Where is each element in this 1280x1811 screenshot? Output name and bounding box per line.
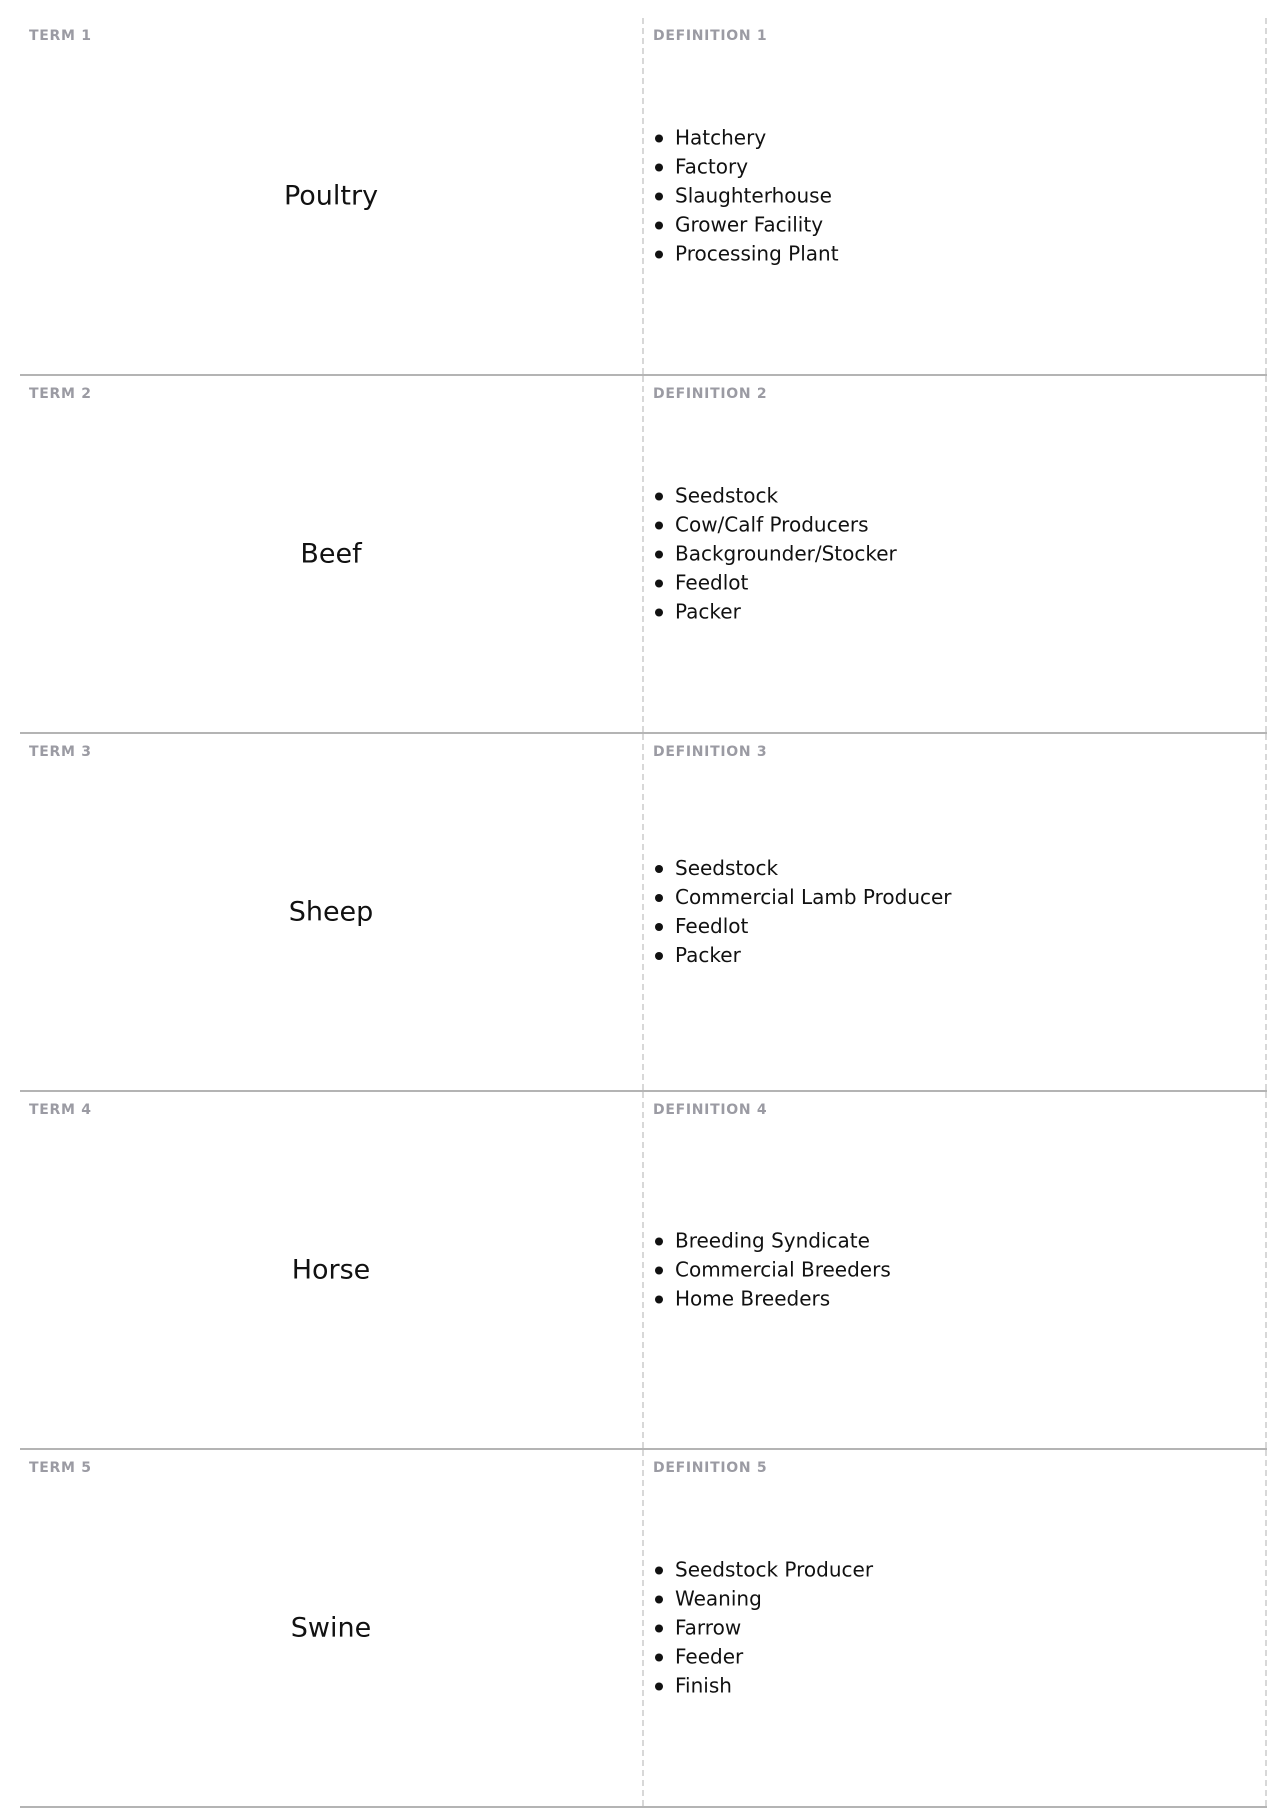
term-label: TERM 5 <box>29 1460 92 1476</box>
term-text: Sheep <box>288 896 374 928</box>
definition-item: Packer <box>653 941 1255 970</box>
definition-item: Hatchery <box>653 124 1255 153</box>
definition-item: Factory <box>653 153 1255 182</box>
definition-item: Seedstock <box>653 482 1255 511</box>
definition-item: Feeder <box>653 1643 1255 1672</box>
definition-item: Backgrounder/Stocker <box>653 540 1255 569</box>
definition-item: Feedlot <box>653 912 1255 941</box>
definition-cell-5 <box>644 1450 1267 1806</box>
definition-cell-4 <box>644 1092 1267 1448</box>
term-cell-3 <box>20 734 644 1090</box>
flashcard-4 <box>20 1092 1267 1450</box>
term-label: TERM 1 <box>29 28 92 44</box>
definition-label: DEFINITION 3 <box>653 744 768 760</box>
definition-item: Grower Facility <box>653 211 1255 240</box>
definition-item: Commercial Lamb Producer <box>653 883 1255 912</box>
definition-list <box>653 1556 1255 1701</box>
definition-list <box>653 854 1255 970</box>
definition-item: Seedstock <box>653 854 1255 883</box>
definition-item: Seedstock Producer <box>653 1556 1255 1585</box>
definition-item: Feedlot <box>653 569 1255 598</box>
term-cell-4 <box>20 1092 644 1448</box>
term-label: TERM 2 <box>29 386 92 402</box>
definition-cell-3 <box>644 734 1267 1090</box>
definition-label: DEFINITION 2 <box>653 386 768 402</box>
flashcard-5 <box>20 1450 1267 1808</box>
definition-item: Cow/Calf Producers <box>653 511 1255 540</box>
term-text: Swine <box>290 1612 372 1644</box>
term-text: Horse <box>291 1254 371 1286</box>
definition-cell-1 <box>644 18 1267 374</box>
term-label: TERM 3 <box>29 744 92 760</box>
definition-list <box>653 482 1255 627</box>
definition-label: DEFINITION 5 <box>653 1460 768 1476</box>
definition-item: Farrow <box>653 1614 1255 1643</box>
term-cell-2 <box>20 376 644 732</box>
term-cell-5 <box>20 1450 644 1806</box>
definition-item: Packer <box>653 598 1255 627</box>
definition-list <box>653 124 1255 269</box>
term-text: Poultry <box>283 180 379 212</box>
definition-item: Weaning <box>653 1585 1255 1614</box>
definition-cell-2 <box>644 376 1267 732</box>
term-text: Beef <box>300 538 362 570</box>
flashcard-1 <box>20 18 1267 376</box>
definition-item: Finish <box>653 1672 1255 1701</box>
definition-item: Home Breeders <box>653 1285 1255 1314</box>
flashcard-3 <box>20 734 1267 1092</box>
definition-item: Commercial Breeders <box>653 1256 1255 1285</box>
term-cell-1 <box>20 18 644 374</box>
flashcard-sheet <box>20 18 1267 1808</box>
definition-item: Slaughterhouse <box>653 182 1255 211</box>
definition-label: DEFINITION 4 <box>653 1102 768 1118</box>
definition-label: DEFINITION 1 <box>653 28 768 44</box>
definition-item: Processing Plant <box>653 240 1255 269</box>
definition-list <box>653 1227 1255 1314</box>
term-label: TERM 4 <box>29 1102 92 1118</box>
definition-item: Breeding Syndicate <box>653 1227 1255 1256</box>
flashcard-2 <box>20 376 1267 734</box>
